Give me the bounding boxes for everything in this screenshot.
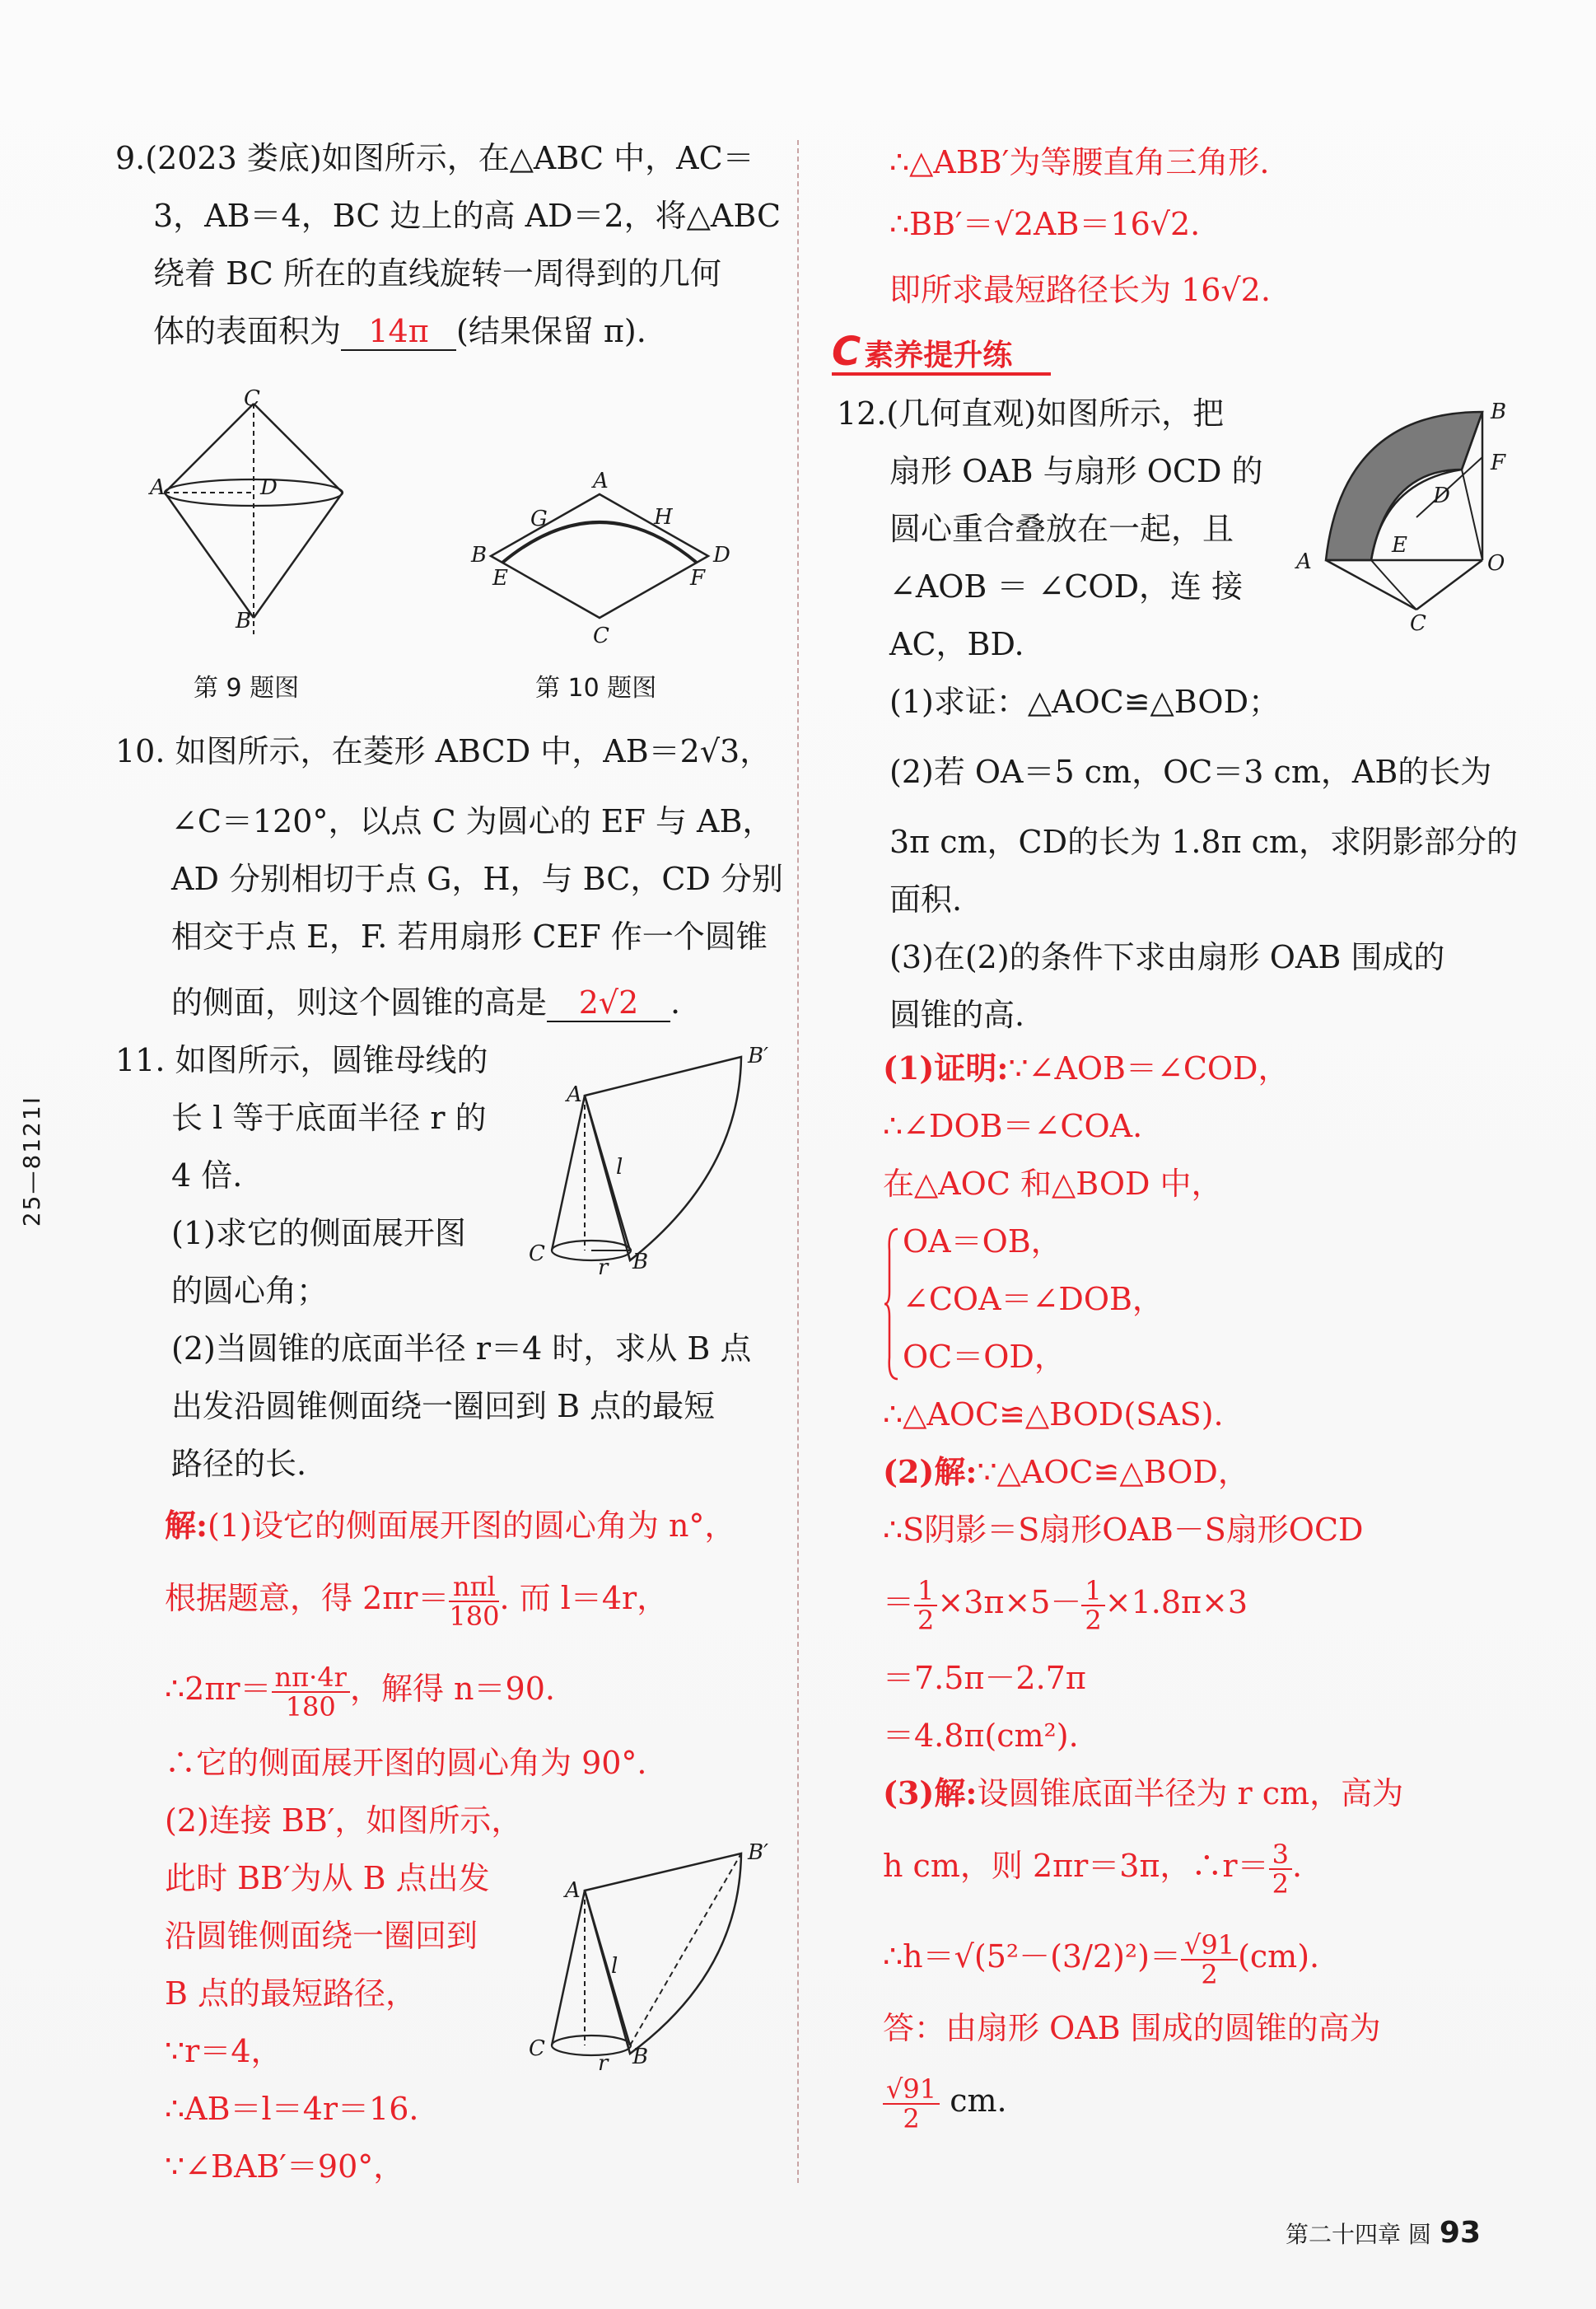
- fig9-label: D: [260, 475, 278, 500]
- q10-suffix: .: [670, 984, 681, 1021]
- q9-line: 9.(2023 娄底)如图所示，在△ABC 中，AC＝: [115, 140, 754, 176]
- fraction-denominator: 2: [1201, 1958, 1218, 1990]
- q10-line: ∠C＝120°，以点 C 为圆心的 EF 与 AB，: [171, 803, 774, 839]
- sol11-line: ，解得 n＝90.: [349, 1671, 555, 1707]
- q9-fill-line: [153, 313, 646, 351]
- fig11s-label: l: [611, 1954, 618, 1979]
- q9-answer: 14π: [341, 313, 456, 351]
- fraction-denominator: 2: [1085, 1604, 1102, 1636]
- sol12-line: h cm，则 2πr＝3π，∴r＝: [883, 1848, 1269, 1884]
- fraction-denominator: 180: [449, 1600, 500, 1632]
- sol12-bold: (1)证明:: [883, 1049, 1009, 1087]
- fig11-label: C: [529, 1241, 545, 1266]
- q12-line: ∠AOB ＝ ∠COD，连 接: [889, 568, 1244, 605]
- fraction-denominator: 180: [285, 1690, 336, 1722]
- fraction: [1081, 1574, 1104, 1636]
- q12-line: 面积.: [889, 881, 963, 918]
- q12-line: (2)若 OA＝5 cm，OC＝3 cm，AB的长为: [889, 754, 1492, 790]
- fig11-label: B: [632, 1250, 649, 1274]
- sol11-line: 根据题意，得 2πr＝: [165, 1580, 450, 1616]
- q12-line: 3π cm，CD的长为 1.8π cm，求阴影部分的: [889, 824, 1518, 860]
- figure-10-rhombus: [469, 470, 733, 651]
- q9-suffix: (结果保留 π).: [456, 313, 646, 349]
- fraction-denominator: 2: [1272, 1867, 1289, 1900]
- q11-line: 的圆心角；: [171, 1273, 329, 1309]
- sol12-line: cm.: [950, 2082, 1007, 2119]
- fig10-label: D: [713, 543, 730, 568]
- fig12-label: B: [1491, 400, 1507, 424]
- q11-line: (1)求它的侧面展开图: [171, 1215, 466, 1251]
- sol12-bold: (2)解:: [883, 1453, 978, 1490]
- q12-line: (3)在(2)的条件下求由扇形 OAB 围成的: [889, 939, 1445, 975]
- fraction-numerator: nπl: [449, 1573, 499, 1602]
- fig10-label: E: [492, 566, 508, 591]
- fraction-numerator: nπ·4r: [272, 1663, 350, 1693]
- q11-line: 长 l 等于底面半径 r 的: [171, 1100, 487, 1136]
- sol12-bold: (3)解:: [883, 1774, 978, 1811]
- fig11-label: B′: [748, 1044, 769, 1068]
- q11-line: (2)当圆锥的底面半径 r＝4 时，求从 B 点: [171, 1330, 752, 1367]
- fraction: [914, 1574, 937, 1636]
- q12-line: 12.(几何直观)如图所示，把: [837, 395, 1225, 432]
- sol12-line: .: [1291, 1848, 1303, 1884]
- figure-12-sectors: [1293, 387, 1507, 634]
- fig11-label: l: [616, 1155, 623, 1180]
- fig9-label: B: [236, 609, 252, 633]
- sol11-line: (2)连接 BB′，如图所示，: [165, 1802, 523, 1839]
- section-icon: C: [832, 329, 861, 375]
- q10-line: 相交于点 E，F. 若用扇形 CEF 作一个圆锥: [171, 918, 768, 955]
- sol12-line: ＝7.5π－2.7π: [883, 1660, 1086, 1696]
- sol11-line: ∵r＝4，: [165, 2033, 282, 2069]
- q11-line: 路径的长.: [171, 1446, 307, 1482]
- figure-11-cone-sector: [519, 1034, 782, 1281]
- sol11-line: ∴AB＝l＝4r＝16.: [165, 2091, 419, 2127]
- fig12-label: E: [1392, 533, 1407, 558]
- sol11-cont-line: 即所求最短路径长为 16√2.: [889, 272, 1271, 308]
- q9-prefix: 体的表面积为: [153, 313, 342, 349]
- figure-9-caption: 第 9 题图: [194, 674, 300, 703]
- fraction: [1181, 1928, 1238, 1990]
- fig10-label: F: [690, 566, 706, 591]
- fig11s-label: C: [529, 2036, 545, 2061]
- sol11-cont-line: ∴△ABB′为等腰直角三角形.: [889, 144, 1270, 180]
- sol11-line: . 而 l＝4r，: [499, 1580, 669, 1616]
- sol11-line: B 点的最短路径，: [165, 1975, 418, 2012]
- q12-line: (1)求证：△AOC≌△BOD；: [889, 684, 1281, 720]
- q9-line: 绕着 BC 所在的直线旋转一周得到的几何: [153, 255, 721, 292]
- q10-fill-line: [171, 984, 680, 1022]
- q12-line: 圆心重合叠放在一起，且: [889, 511, 1234, 547]
- fraction-denominator: 2: [917, 1604, 935, 1636]
- fig12-label: O: [1487, 551, 1505, 576]
- sol11-line: ∴它的侧面展开图的圆心角为 90°.: [165, 1745, 647, 1781]
- q11-line: 4 倍.: [171, 1157, 243, 1194]
- q9-line: 3，AB＝4，BC 边上的高 AD＝2，将△ABC: [153, 198, 782, 234]
- fraction-numerator: √91: [1181, 1931, 1238, 1961]
- sol12-line: ∴∠DOB＝∠COA.: [883, 1108, 1143, 1144]
- fig11s-label: r: [598, 2051, 609, 2076]
- q12-line: AC，BD.: [889, 626, 1024, 662]
- q10-answer: 2√2: [547, 984, 670, 1022]
- fig12-label: C: [1410, 611, 1426, 634]
- page-number: 93: [1439, 2216, 1481, 2250]
- sol11-line: ∵∠BAB′＝90°，: [165, 2148, 405, 2185]
- sol12-line: 在△AOC 和△BOD 中，: [883, 1166, 1223, 1202]
- fig9-label: C: [244, 387, 260, 411]
- fig11-label: r: [598, 1255, 609, 1280]
- fraction-numerator: 1: [914, 1577, 937, 1606]
- figure-11-solution: [519, 1841, 782, 2088]
- q11-line: 出发沿圆锥侧面绕一圈回到 B 点的最短: [171, 1388, 716, 1424]
- q12-line: 扇形 OAB 与扇形 OCD 的: [889, 453, 1263, 489]
- sol12-line: ∵∠AOB＝∠COD，: [1008, 1050, 1290, 1087]
- sol11-line: (1)设它的侧面展开图的圆心角为 n°，: [208, 1507, 736, 1544]
- fig11s-label: A: [565, 1878, 581, 1903]
- section-title: 素养提升练: [864, 339, 1013, 372]
- sol12-system-line: OA＝OB，: [903, 1223, 1062, 1260]
- fraction: [272, 1663, 350, 1721]
- sol12-line: 答：由扇形 OAB 围成的圆锥的高为: [883, 2010, 1381, 2046]
- sol12-system-line: OC＝OD，: [903, 1339, 1066, 1375]
- sol12-line: (cm).: [1238, 1938, 1320, 1975]
- fig10-label: G: [530, 507, 548, 531]
- q11-line: 11. 如图所示，圆锥母线的: [115, 1042, 488, 1078]
- fig12-label: D: [1433, 484, 1450, 508]
- sol12-line: ∴h＝√(5²－(3/2)²)＝: [883, 1938, 1181, 1975]
- fig10-label: C: [593, 624, 609, 648]
- side-code: 25—8121I: [18, 1096, 45, 1227]
- sol12-system-line: ∠COA＝∠DOB，: [903, 1281, 1164, 1317]
- sol12-line: 设圆锥底面半径为 r cm，高为: [977, 1775, 1404, 1811]
- fig11s-label: B′: [748, 1841, 769, 1865]
- fig11-label: A: [567, 1082, 582, 1107]
- fig10-label: A: [593, 470, 609, 493]
- q12-line: 圆锥的高.: [889, 997, 1025, 1033]
- chapter-title: 第二十四章 圆: [1285, 2221, 1431, 2248]
- fraction: [1269, 1840, 1292, 1898]
- fig11s-label: B: [632, 2045, 649, 2069]
- page-footer: [1286, 2216, 1481, 2250]
- figure-10-caption: 第 10 题图: [535, 674, 657, 703]
- fig12-label: A: [1296, 549, 1312, 574]
- sol12-line: ×1.8π×3: [1104, 1584, 1248, 1620]
- sol12-line: ∵△AOC≌△BOD，: [977, 1454, 1249, 1490]
- sol12-line: ＝: [883, 1584, 915, 1620]
- fig9-label: A: [150, 475, 166, 500]
- sol11-cont-line: ∴BB′＝√2AB＝16√2.: [889, 206, 1201, 242]
- sol11-line: ∴2πr＝: [165, 1671, 272, 1707]
- fraction: [449, 1570, 500, 1632]
- fraction-numerator: √91: [883, 2075, 940, 2105]
- q10-line: 10. 如图所示，在菱形 ABCD 中，AB＝2√3，: [115, 733, 772, 769]
- sol11-line: 沿圆锥侧面绕一圈回到: [165, 1918, 478, 1954]
- q10-prefix: 的侧面，则这个圆锥的高是: [171, 984, 548, 1021]
- fig10-label: H: [654, 505, 673, 530]
- fraction-numerator: 1: [1081, 1577, 1104, 1606]
- fraction-numerator: 3: [1269, 1840, 1292, 1870]
- fraction: [883, 2075, 940, 2133]
- sol12-line: ×3π×5－: [937, 1584, 1082, 1620]
- fig10-label: B: [471, 543, 488, 568]
- q10-line: AD 分别相切于点 G，H，与 BC，CD 分别: [171, 861, 783, 897]
- sol12-line: ＝4.8π(cm²).: [883, 1718, 1079, 1754]
- figure-9-double-cone: [148, 387, 362, 651]
- column-divider: [797, 140, 799, 2183]
- section-header: [832, 331, 1051, 376]
- fig12-label: F: [1491, 451, 1506, 475]
- sol11-line: 此时 BB′为从 B 点出发: [165, 1860, 490, 1896]
- sol12-line: ∴S阴影＝S扇形OAB－S扇形OCD: [883, 1512, 1364, 1548]
- sol11-bold: 解:: [165, 1507, 208, 1544]
- fraction-denominator: 2: [903, 2102, 920, 2134]
- sol12-line: ∴△AOC≌△BOD(SAS).: [883, 1396, 1224, 1433]
- system-brace: [883, 1226, 899, 1382]
